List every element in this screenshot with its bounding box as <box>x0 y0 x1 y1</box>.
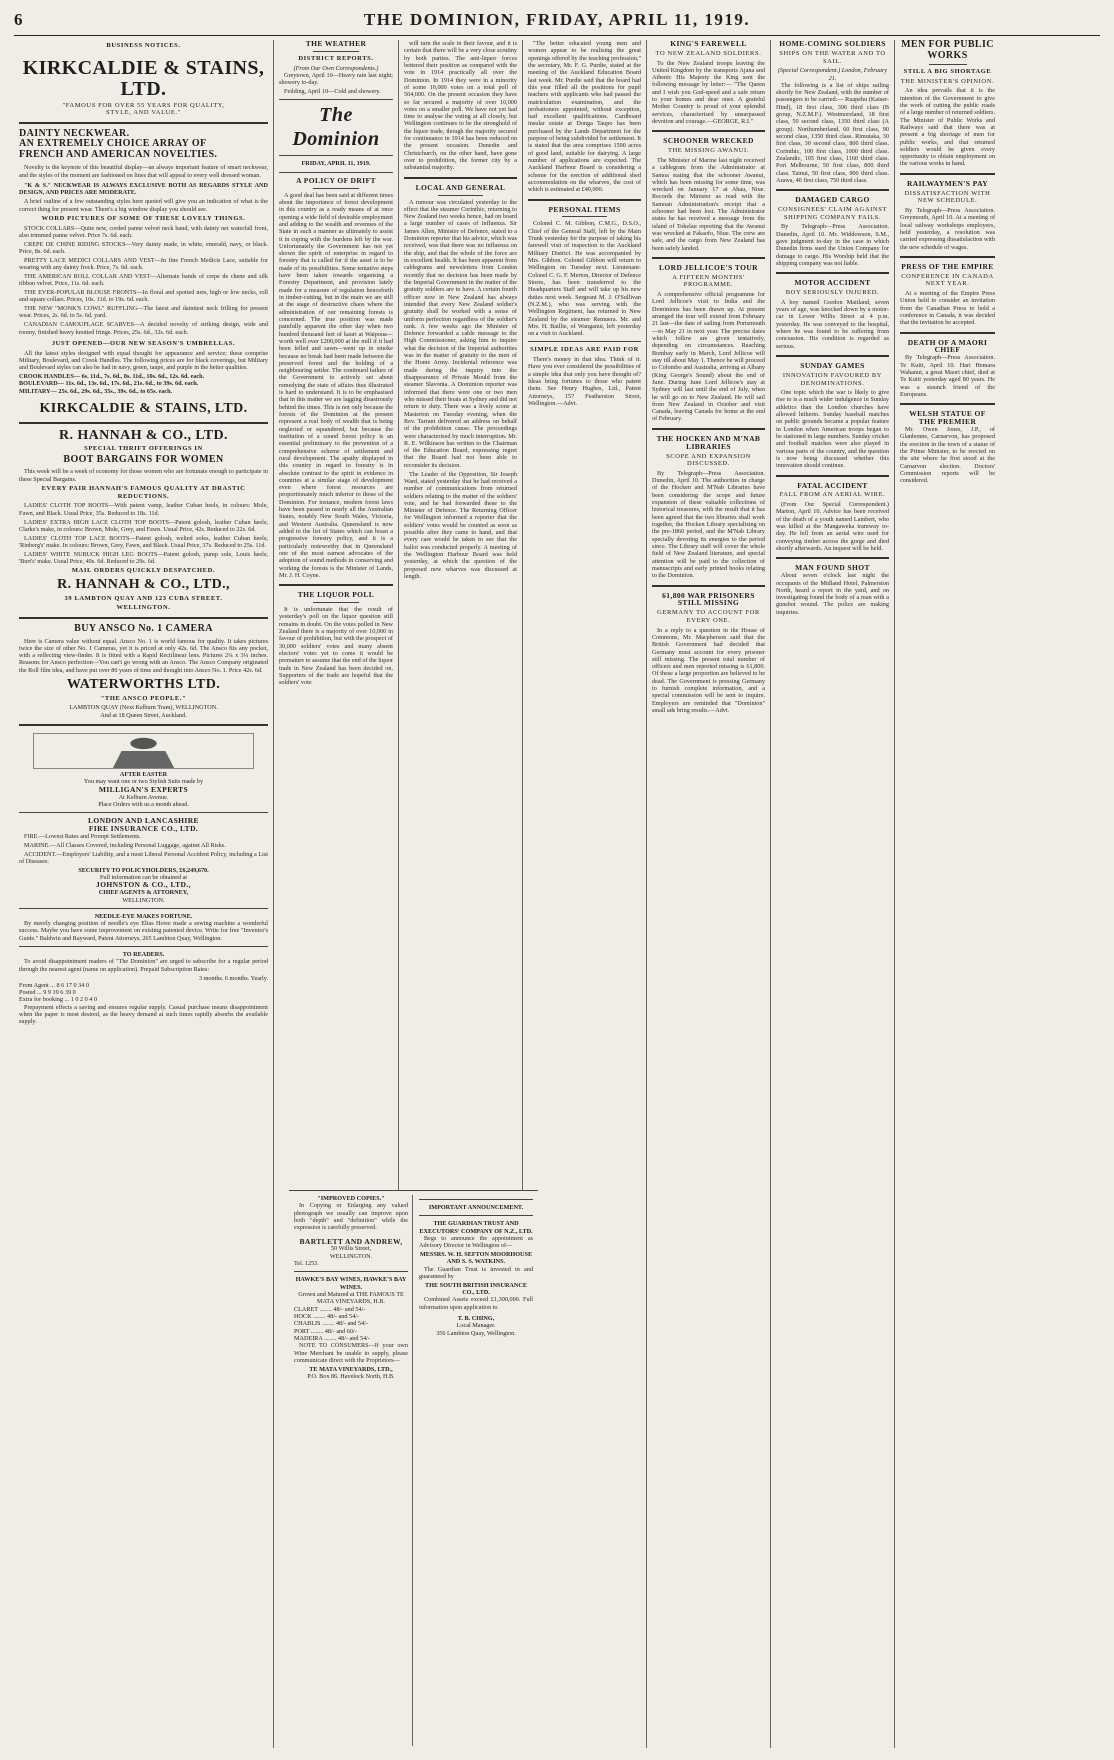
readers-body: To avoid disappointment readers of "The Dominion" are urged to subscribe for a regular period through the nearest agent (name on application). Prepaid Subscription Rates: <box>19 958 268 973</box>
damaged-sub: CONSIGNEES' CLAIM AGAINST SHIPPING COMPANY FAILS. <box>778 206 887 221</box>
waterworths-title: WATERWORTHS LTD. <box>66 677 221 693</box>
men-body: An idea prevails that it is the intention of the Government to give the work of cutting the public roads of a large number of returned soldiers. The Minister of Public Works and Railways said that there was at present a big shortage of men for public works, and that returned soldiers would be given every opportunity to obtain employment on the various works in hand. <box>900 87 995 168</box>
important-heading: IMPORTANT ANNOUNCEMENT. <box>428 1204 524 1211</box>
hocken-heading: THE HOCKEN AND M'NAB LIBRARIES <box>656 433 761 451</box>
homecoming-sub: SHIPS ON THE WATER AND TO SAIL. <box>779 49 886 65</box>
waterworths-address-2: And at 18 Queen Street, Auckland. <box>100 711 187 719</box>
portrait-illustration <box>33 733 254 769</box>
umbrella-body: All the latest styles designed with equal thought for appearance and service; these comprise Military, Boulevard, and Crook Handles. The following prices are for black coverings, but Military and Boulevard styles can also be had in navy, green, taupe, and purple in the better qualities. <box>19 349 268 372</box>
local-body: A rumour was circulated yesterday to the effect that the steamer Corinthic, returning to New Zealand two weeks hence, had on board a large number of cases of influenza. Sir James Allen, Minister of Defence, stated to a Dominion reporter that his advice, which was received, was that there was no influenza on the ship, and that the whole of the force are in excellent health. It has been apparent from cablegrams and newsletters from London recently that no decision has been made by the Imperial Government in the matter of the gratuity soldiers are to have. A certain fourth officer now in New Zealand has always intended that every New Zealand soldier's gratuity shall be worked with a sense of uniform perfection regardless of the soldier's rank. A few weeks ago the Minister of Defence forwarded a cable message to the High Commissioner, asking him to inquire what the decision of the Imperial authorities was in the matter of gratuity to the men of the Home Army. Incidental reference was made during the inquiry into the disappearance of Private Mould from the steamer Slavonia. A Dominion reporter was informed that there were one or two men who missed their boats at Sydney and did not return to duty. There was a lively scene at Masterton on Tuesday evening, when the Rev. Tarrant delivered an address on behalf of the prohibition cause. The proceedings were characterised by much interruption. Mr. R. E. Wilkinson has written to the Chairman of the Education Board, expressing regret that the Board had not been able to reconsider its decision. <box>404 198 517 469</box>
jellicoe-sub: A FIFTEEN MONTHS' PROGRAMME. <box>672 273 745 289</box>
hawkes-sub: Grown and Matured at THE FAMOUS TE MATA VINEYARDS, H.B. <box>298 1291 404 1306</box>
simple-body: There's money in that idea. Think of it. Have you ever considered the possibilities of a simple idea that only you have thought of? Ideas bring fortunes to those who patent them. See Henry Hughes, Ltd., Patent Attorneys, 157 Featherston Street, Wellington.—Advt. <box>528 356 641 407</box>
fatal-body: (From Our Special Correspondent.) Marton, April 10. Advice has been received of the death of a youth named Lambert, who was killed at the Mangaweka tramway to-day. He fell from an aerial wire used for conveying timber across the gorge and died shortly afterwards. An inquest will be held. <box>776 501 889 552</box>
guardian-trust: The Guardian Trust is invested in and guaranteed by <box>419 1265 533 1280</box>
sunday-body: One topic which the war is likely to give rise to is a much wider indulgence in Sunday athletics than the London churches have allowed hitherto. Sunday baseball matches on public grounds became a popular feature in London when American troops began to be stationed in large numbers. Sunday cricket and football matches were also played in various parts of the country, and the question is now being discussed whether this innovation should continue. <box>776 389 889 470</box>
homecoming-source: (Special Correspondent.) London, February 21. <box>777 67 888 82</box>
page-masthead <box>14 10 1100 36</box>
milligan-name: MILLIGAN'S EXPERTS <box>98 784 189 794</box>
hannah-item-3: LADIES' CLOTH TOP LACE BOOTS—Patent golosh, welted soles, leather Cuban heels; 'Rinberg's' make. In colours: Brown, Grey, Fawn, and Black. Usual Price, 37s. Reduced to 25s. 11d. <box>19 534 268 549</box>
pows-heading: 61,800 WAR PRISONERS STILL MISSING <box>662 590 755 608</box>
boulevard-prices: BOULEVARD— 11s. 6d., 13s. 6d., 17s. 6d., 21s. 6d., to 39s. 6d. each. <box>19 380 199 388</box>
wine-3: CHABLIS ........ 48/- and 54/- <box>294 1320 368 1328</box>
kirkcaldie-ad-title: KIRKCALDIE & STAINS, LTD. <box>22 56 265 100</box>
fatal-sub: FALL FROM AN AERIAL WIRE. <box>779 491 886 499</box>
wine-4: PORT ........ 48/- and 60/- <box>294 1327 357 1335</box>
milligan-orders: Place Orders with us a month ahead. <box>98 800 189 808</box>
readers-prepay: Prepayment effects a saving and ensures regular supply. Casual purchase means disappointment when the paper is most desired, as the heavy demand at such times rapidly absorbs the available supply. <box>19 1003 268 1026</box>
press-sub: CONFERENCE IN CANADA NEXT YEAR. <box>901 272 994 288</box>
columns <box>14 40 1100 1748</box>
south-assets: Combined Assets exceed £1,300,000. Full information upon application to <box>419 1296 533 1311</box>
homecoming-body: The following is a list of ships sailing shortly for New Zealand, with the number of passengers to be carried:— Ruapehu (Kaiser-Hind), 18 first class, 396 third class (B group, N.Z.M.F.). Westmoreland, 18 first class, 50 second class, 1350 third class (A group). Northumberland, 60 first class, 90 second class, 1350 third class. Rimutaka, 30 first class, 30 second class, 800 third class. Corinthic, 100 first class, 1000 third class. Zealandic, 105 first class, 1160 third class. Port Melbourne, 50 first class, 800 third class. Tainui, 50 first class, 900 third class. Arawa, 40 first class, 750 third class. <box>776 81 889 184</box>
hannah-boot: BOOT BARGAINS FOR WOMEN <box>63 453 224 465</box>
sunday-heading: SUNDAY GAMES <box>800 360 865 370</box>
railway-sub: DISSATISFACTION WITH NEW SCHEDULE. <box>904 189 991 205</box>
hawkes-heading: HAWKE'S BAY WINES, HAWKE'S BAY WINES. <box>295 1276 407 1291</box>
hannah-item-4: LADIES' WHITE NUBUCK HIGH LEG BOOTS—Patent golosh, pump sole, Louis heels; 'Burt's' make. Usual Price, 49s. 6d. Reduced to 29s. 6d. <box>19 550 268 566</box>
hannah-city: WELLINGTON. <box>116 604 171 612</box>
after-easter: AFTER EASTER <box>119 771 168 779</box>
bartlett-name: BARTLETT AND ANDREW, <box>299 1236 403 1246</box>
press-body: At a meeting of the Empire Press Union held to consider an invitation from the Canadian Press to hold a conference in Canada, it was decided that the invitation be accepted. <box>900 290 995 327</box>
kings-sub: TO NEW ZEALAND SOLDIERS. <box>655 49 762 57</box>
ks-brief: A brief outline of a few outstanding styles here quoted will give you an indication of what is the correct thing for present wear. There's a big window display you should see. <box>19 198 268 213</box>
bartlett-tel: Tel. 1253. <box>294 1260 319 1268</box>
bottom-ads-block <box>289 1190 538 1750</box>
motor-heading: MOTOR ACCIDENT <box>794 278 871 288</box>
rates-posted: Posted ... 9 9 19 6 39 0 <box>19 989 76 997</box>
item-7: CANADIAN CAMOUFLAGE SCARVES—A decided novelty of striking design, wide and roomy, finished heavy knotted fringe. Prices, 25s. 6d., 32s. 6d. each. <box>19 321 268 336</box>
column-personal <box>523 40 647 1748</box>
page-number: 6 <box>14 10 23 29</box>
local-heading: LOCAL AND GENERAL <box>415 182 506 192</box>
motor-sub: BOY SERIOUSLY INJURED. <box>785 289 880 297</box>
liquor-continued: will turn the scale in their favour, and it is certain that there will be a very close scrutiny by both parties. The anti-liquor forces bettered their position as compared with the vote in 1914 practically all over the Dominion. In 1914 they were in a minority of some 10,000 votes on a total poll of 504,000. On the present occasion they have so far secured a majority of over 10,000 votes on a smaller poll. We have not yet had time to analyse the voting at all closely, but Wellington continues to be the stronghold of the liquor trade, though the majority secured for continuance in 1914 has been reduced on the present occasion. Dunedin and Christchurch, on the other hand, have gone over to prohibition, the former city by a substantial majority. <box>404 40 517 172</box>
men-heading: MEN FOR PUBLIC WORKS <box>901 40 994 61</box>
item-6: THE NEW "MONK'S COWL" RUFFLING—The latest and daintiest neck frilling for present wear. Prices, 2s. 6d. to 5s. 6d. yard. <box>19 305 268 320</box>
word-pictures: WORD PICTURES OF SOME OF THESE LOVELY THINGS. <box>41 214 246 222</box>
milligan-line: You may want one or two Stylish Suits made by <box>83 778 204 786</box>
hannah-ad-title: R. HANNAH & CO., LTD. <box>59 427 228 443</box>
sunday-sub: INNOVATION FAVOURED BY DENOMINATIONS. <box>782 371 883 387</box>
guardian-body: Begs to announce the appointment as Advisory Director in Wellington of— <box>419 1234 533 1250</box>
maori-body: By Telegraph—Press Association. Te Kuiti, April 10. Hari Hemara Wahanui, a great Maori chief, died at Te Kuiti yesterday aged 80 years. He was a staunch friend of the Europeans. <box>900 354 995 398</box>
hannah-footer: R. HANNAH & CO., LTD., <box>57 577 230 593</box>
needle-body: By merely changing position of needle's eye Elias Howe made a sewing machine a wonderful success. Maybe you have some improvement on existing patented device. Write for free "Inventor's Guide." Baldwin and Rayward, Patent Attorneys, 265 Lambton Quay, Wellington. <box>19 920 268 942</box>
copies-body: In Copying or Enlarging any valued photograph we usually can improve upon both "depth" and "definition" while the expression is carefully preserved. <box>294 1202 408 1232</box>
jellicoe-body: A comprehensive official programme for Lord Jellicoe's visit to India and the Dominions has been drawn up. At present arranged the tour will extend from February 21 last—the date of sailing from Portsmouth—to May 21 in next year. The precise dates which follow are given tentatively, depending on circumstances. Reaching Bombay early in March, Lord Jellicoe will stay till about May 1. Thence he will proceed to Colombo and Australia, arriving at Albany (King George's Sound) about the end of June. During June Lord Jellicoe's stay at Sydney will last until the end of July, when he will go on to New Zealand. He will sail from New Zealand in October and visit Canada, leaving Canada for home at the end of February. <box>652 291 765 423</box>
hannah-item-1: LADIES' CLOTH TOP BOOTS—With patent vamp, leather Cuban heels, in colours: Mole, Fawn, and Black. Usual Price, 35s. Reduced to 18s. 11d. <box>19 502 268 517</box>
weather-source: (From Our Own Correspondents.) <box>293 64 379 72</box>
personal-body: Colonel C. M. Gibbon, C.M.G., D.S.O., Chief of the General Staff, left by the Main Trunk yesterday for the purpose of taking his farewell visit of inspection to the Auckland Military District. He was accompanied by Mrs. Gibbon. Colonel Gibbon will return to Wellington on Tuesday next. Lieutenant-Colonel C. G. F. Merton, Director of Defence Stores, has been transferred to the Headquarters Staff and will take up his new duties next week. Sergeant M. J. O'Sullivan (N.Z.M.), who was serving with the Wellington Regiment, has returned to New Zealand by the steamer Remuera. Mr. and Mrs. H. Baillie, of Wanganui, left yesterday on a visit to Auckland. <box>528 220 641 338</box>
paper-masthead: The Dominion <box>292 104 380 150</box>
hannah-body: This week will be a week of economy for those women who are fortunate enough to participate in these Special Bargains. <box>19 468 268 483</box>
motor-body: A boy named Gordon Maitland, seven years of age, was knocked down by a motor-car in Lower Willis Street at 4 p.m. yesterday. He was conveyed to the hospital, where he was found to be suffering from concussion. His condition is regarded as serious. <box>776 298 889 350</box>
column-public-works <box>895 40 1000 1748</box>
wine-2: HOCK ........ 48/- and 54/- <box>294 1312 359 1320</box>
schooner-heading: SCHOONER WRECKED <box>663 136 754 146</box>
jellicoe-heading: LORD JELLICOE'S TOUR <box>659 262 758 272</box>
lancashire-fire: FIRE.—Lowest Rates and Prompt Settlements. <box>24 832 141 840</box>
lancashire-subtitle: FIRE INSURANCE CO., LTD. <box>88 824 199 834</box>
johnston-chief: CHIEF AGENTS & ATTORNEY, <box>98 889 189 897</box>
ansco-body: Here is Camera value without equal. Ansco No. 1 is world famous for quality. It takes pictures twice the size of other No. 1 Cameras, yet it is priced at only 42s. 6d. The Ansco fits any pocket, with a reflecting view-finder. It is fitted with a Rapid Rectilinear lens. Pictures 2¼ x 3¼ inches. Reasons for Ansco perfection—You can't go wrong with an Ansco. The Ansco Company originated the Roll film idea, and have put over 80 years of time and thought into Ansco No. 1. Price 42s. 6d. <box>19 637 268 674</box>
hannah-address: 39 LAMBTON QUAY AND 123 CUBA STREET. <box>64 594 223 602</box>
ching-name: T. B. CHING, <box>457 1315 495 1323</box>
item-2: CREPE DE CHINE RIDING STOCKS—Very dainty made, in white, emerald, navy, or black. Price, 8s. 6d. each. <box>19 240 268 255</box>
section-heading: BUSINESS NOTICES. <box>106 42 181 49</box>
hocken-sub: SCOPE AND EXPANSION DISCUSSED. <box>666 452 751 468</box>
kings-body: To the New Zealand troops leaving the United Kingdom by the transports Ajana and Athenic His Majesty the King sent the following message by letter:— "The Queen and I wish you God-speed and a safe return to your homes and dear ones. A grateful Mother Country is proud of your splendid services, characterised by unsurpassed devotion and courage.—GEORGE, R.I." <box>652 59 765 126</box>
item-4: THE AMERICAN ROLL COLLAR AND VEST—Alternate bands of crepe de chene and silk ribbon velvet. Price, 11s. 6d. each. <box>19 272 268 288</box>
guardian-name: MESSRS. W. H. SEFTON MOORHOUSE AND S. S. WATKINS. <box>419 1251 533 1266</box>
column-news <box>647 40 771 1748</box>
dainty-heading: DAINTY NECKWEAR. <box>19 127 130 139</box>
te-mata-address: P.O. Box 86. Havelock North, H.B. <box>307 1372 395 1380</box>
item-1: STOCK COLLARS—Quite new, corded panne velvet neck band, with dainty net waterfall front, also trimmed panne velvet. Price 7s. 6d. each. <box>19 224 268 239</box>
waterworths-tagline: "THE ANSCO PEOPLE." <box>100 694 187 702</box>
readers-heading: TO READERS. <box>122 951 165 959</box>
damaged-heading: DAMAGED CARGO <box>795 195 870 205</box>
col4-body: "The better educated young men and women appear to be realising the great openings offered by the teaching profession," the secretary, Mr. F. G. Purdie, stated at the meeting of the Auckland Education Board last week. Mr. Purdie said that the board had this year filled all the positions for pupil teachers with applicants who had passed the matriculation examination, and the probationers appointed, without exception, had excellent qualifications. Cardboard insular estate at Donga Taupo has been purchased by the Lands Department for the purpose of being subdivided for settlement. It is stated that the area comprises 1500 acres of good land, suitable for dairying. A large number of applications are expected. The Auckland Harbour Board is considering a scheme for the erection of additional shed accommodation on the wharves, the cost of which is estimated at £40,000. <box>528 40 641 194</box>
ks-note: "K & S." NECKWEAR IS ALWAYS EXCLUSIVE BOTH AS REGARDS STYLE AND DESIGN, AND PRICES ARE MODERATE. <box>19 182 268 197</box>
bottom-ads-right <box>419 1195 533 1746</box>
col1-bottom-ads <box>19 731 268 1027</box>
personal-heading: PERSONAL ITEMS <box>548 204 621 214</box>
military-prices: MILITARY— 25s. 6d., 29s. 6d., 35s., 39s. 6d., to 65s. each. <box>19 387 173 395</box>
wine-1: CLARET ........ 48/- and 54/- <box>294 1305 366 1313</box>
liquor-body: It is unfortunate that the result of yesterday's poll on the liquor question still remains in doubt. On the votes polled in New Zealand there is a majority of over 10,000 in favour of prohibition, but with the prospect of 30,000 soldiers' votes and many absent electors' votes yet to come it would be premature to assume that the end of the liquor trade in New Zealand has been decided on. Supporters of the trade are hopeful that the soldiers' vote <box>279 606 393 687</box>
maori-heading: DEATH OF A MAORI CHIEF <box>907 337 988 355</box>
bartlett-address: 50 Willis Street, <box>330 1245 372 1253</box>
editorial-date: FRIDAY, APRIL 11, 1919. <box>301 160 371 168</box>
te-mata-name: TE MATA VINEYARDS, LTD., <box>309 1365 393 1373</box>
liquor-heading: THE LIQUOR POLL <box>297 590 375 600</box>
shot-heading: MAN FOUND SHOT <box>795 563 870 573</box>
column-business-notices <box>14 40 274 1748</box>
lancashire-accident: ACCIDENT.—Employers' Liability, and a most Liberal Personal Accident Policy, including a List of Diseases. <box>19 850 268 865</box>
hannah-every: EVERY PAIR HANNAH'S FAMOUS QUALITY AT DRASTIC REDUCTIONS. <box>41 485 246 500</box>
shot-body: About seven o'clock last night the occupants of the Midland Hotel, Palmerston North, heard a report in the yard, and on investigating found the body of a man with a gunshot wound. The police are making inquiries. <box>776 572 889 616</box>
bartlett-city: WELLINGTON. <box>329 1252 373 1260</box>
umbrella-heading: JUST OPENED—OUR NEW SEASON'S UMBRELLAS. <box>51 339 236 347</box>
crook-prices: CROOK HANDLES— 6s. 11d., 7s. 6d., 8s. 11d., 10s. 6d., 12s. 6d. each. <box>19 372 205 380</box>
schooner-body: The Minister of Marine last night received a cablegram from the Administrator at Samoa stating that the schooner Awanui, which has been missing for some time, was wrecked on January 17 at Ahau, Niue. Records the Minister as read with the Samoan Administration's receipt that a schooner had been lost. The Administrator states he has received a message from the island of Tokelau reporting that the Awanui was wrecked at Fakaofo, Niue. The crew are safe, and the cargo from New Zealand has been safely landed. <box>652 156 765 252</box>
schooner-sub: THE MISSING AWANUI. <box>667 147 750 155</box>
lancashire-full: Full information can be obtained at <box>99 874 188 881</box>
waterworths-address: LAMBTON QUAY (Next Kelburn Tram), WELLINGTON. <box>69 704 218 712</box>
men-sub-2: THE MINISTER'S OPINION. <box>900 77 995 85</box>
hannah-item-2: LADIES' EXTRA HIGH LACE CLOTH TOP BOOTS—Patent golosh, leather Cuban heels; Clarke's make, in colours: Brown, Mole, Grey, and Fawn. Usual Price, 42s. Reduced to 22s. 6d. <box>19 518 268 533</box>
kings-heading: KING'S FAREWELL <box>670 40 747 48</box>
ching-address: 356 Lambton Quay, Wellington. <box>436 1329 516 1337</box>
dainty-subheading-2: FRENCH AND AMERICAN NOVELTIES. <box>19 148 218 160</box>
railway-heading: RAILWAYMEN'S PAY <box>906 178 989 188</box>
rates-extra: Extra for booking ... 1 0 2 0 4 0 <box>19 996 98 1004</box>
pows-body: In a reply to a question in the House of Commons, Mr. Macpherson said that the British Government had decided that Germany must account for every prisoner still missing. The present total number of officers and men reported missing is 61,800. Of these a large proportion are believed to be dead. The Government is pressing Germany to furnish complete information, and a special commission will be sent to inquire. Employers are reminded that "Dominion" small ads bring results.—Advt. <box>652 626 765 714</box>
local-body-2: The Leader of the Opposition, Sir Joseph Ward, stated yesterday that he had received a number of communications from returned soldiers relating to the matter of the soldiers' vote, and he had forwarded these to the Minister of Defence. The Returning Officer for Wellington informed a reporter that the soldiers' votes would be counted as soon as possible after they came to hand, and that every care would be taken to see that the ballot was conducted properly. A meeting of the Wellington Harbour Board was held yesterday, at which the question of the proposed new wharves was discussed at length. <box>404 470 517 580</box>
weather-feilding: Feilding, April 10—Cold and showery. <box>284 87 381 95</box>
lancashire-security: SECURITY TO POLICYHOLDERS, £6,249,670. <box>78 866 209 874</box>
weather-greytown: Greytown, April 10—Heavy rain last night; showery to-day. <box>279 71 393 87</box>
milligan-address: At Kelburn Avenue. <box>118 793 169 801</box>
policy-body: A good deal has been said at different times about the importance of forest development in this country as a ready means of at once opening a wide field of desirable employment and adding to the wealth and revenues of the State in such a manner as ultimately to assist it in coping with the burdens left by the war. Unfortunately the Government has not yet shown the spirit of enterprise in regard to forestry that is called for if the asset is to be made of its possibilities. Some tentative steps have been taken towards organising a Forestry Department, and provision lately made for a measure of regulation henceforth in timber-cutting, but in the main we are still at the stage of destructive chaos where the administration of our remaining forests is concerned. The true position was made painfully apparent the other day when two hundred thousand feet of kauri at Waipoua—worth well over £200,000 at the mill if it had been felled and sawn—went up in smoke because no break had been made between the preserved forest and the holding of a neighbouring settler. The continued failure of the Government to actively set about remedying the state of affairs thus illustrated is hard to understand. It is to be emphasised that in this matter we are lagging disastrously behind the times. This is not only because the forests of the Dominion at the present represent a real body of wealth that is being neglected or squandered, but because the institution of a sound forest policy is an essential preliminary to the prevention of a comprehensive scheme of settlement and rural development. The apathy displayed in this country in regard to forestry is in absolute contrast to the spirit in evidence in countries at a similar stage of development even where forest resources are proportionately much inferior to those of the Dominion. For instance, modern forest laws have been passed in nearly all the Australian States, notably New South Wales, Victoria, and Western Australia. Queensland is now added to the list of States which can boast a progressive forestry policy, and it is a particularly noteworthy that in Queensland one of the most earnest advocates of the adoption of sound methods in conserving and working the forests is the Minister of Lands, Mr. J. H. Coyne. <box>279 191 393 579</box>
wine-5: MADEIRA ........ 48/- and 54/- <box>294 1334 370 1342</box>
lancashire-marine: MARINE.—All Classes Covered, including Personal Luggage, against All Risks. <box>24 841 226 849</box>
dainty-body: Novelty is the keynote of this beautiful display—an always important feature of smart neckwear, and the styles of the moment are fashioned on lines that will appeal to every well dressed woman. <box>19 164 268 179</box>
item-3: PRETTY LACE MEDICI COLLARS AND VEST—In fine French Medicis Lace, suitable for wearing with any dainty frock. Price, 7s. 6d. each. <box>19 256 268 272</box>
ansco-heading: BUY ANSCO No. 1 CAMERA <box>74 623 213 635</box>
homecoming-heading: HOME-COMING SOLDIERS <box>779 40 886 48</box>
guardian-heading: THE GUARDIAN TRUST AND EXECUTORS' COMPANY OF N.Z., LTD. <box>419 1220 533 1235</box>
fatal-heading: FATAL ACCIDENT <box>797 480 868 490</box>
kirkcaldie-tagline: "FAMOUS FOR OVER 55 YEARS FOR QUALITY, STYLE, AND VALUE." <box>62 101 225 117</box>
johnston-city: WELLINGTON. <box>122 896 165 904</box>
needle-heading: NEEDLE-EYE MAKES FORTUNE. <box>94 912 193 920</box>
bottom-ads-left <box>294 1195 413 1746</box>
dainty-subheading: AN EXTREMELY CHOICE ARRAY OF <box>19 138 207 150</box>
newspaper-title: THE DOMINION, FRIDAY, APRIL 11, 1919. <box>363 10 751 29</box>
wine-note: NOTE TO CONSUMERS—If your own Wine Merchant be unable to supply, please communicate direct with the Proprietors— <box>294 1342 408 1364</box>
weather-sub: DISTRICT REPORTS. <box>298 54 374 62</box>
south-british: THE SOUTH BRITISH INSURANCE CO., LTD. <box>425 1281 527 1297</box>
damaged-body: By Telegraph—Press Association. Dunedin, April 10. Mr. Widdowson, S.M., gave judgment to-day in the case in which Dunedin firms sued the Union Company for damage to cargo. His Worship held that the shipping company was not liable. <box>776 223 889 267</box>
column-home-coming <box>771 40 895 1748</box>
kirkcaldie-footer: KIRKCALDIE & STAINS, LTD. <box>39 400 248 416</box>
pows-sub: GERMANY TO ACCOUNT FOR EVERY ONE. <box>657 609 760 624</box>
item-5: THE EVER-POPULAR BLOUSE FRONTS—In floral and spotted nets, high or low necks, roll and square collars. Prices, 10s. 11d. to 19s. 6d. each. <box>19 289 268 304</box>
simple-heading: SIMPLE IDEAS ARE PAID FOR <box>530 346 639 354</box>
figure-icon <box>34 734 253 768</box>
hocken-body: By Telegraph—Press Association. Dunedin, April 10. The authorities in charge of the Hocken and M'Nab Libraries have been considering the scope and future expansion of these valuable collections of historical treasures, with the result that it has been agreed that the two libraries shall work together, the Hocken Library specialising on the pre-1860 period, and the M'Nab Library specially devoting its energies to the period since. The Library staff will cover the whole field of New Zealand literature, and special attention will be paid to the collection of manuscripts and early printed books relating to the Dominion. <box>652 469 765 580</box>
railway-body: By Telegraph—Press Association. Greymouth, April 10. At a meeting of local railway workshops employees, held yesterday, a resolution was carried expressing dissatisfaction with the new schedule of wages. <box>900 206 995 251</box>
welsh-heading: WELSH STATUE OF THE PREMIER <box>909 409 986 427</box>
copies-heading: "IMPROVED COPIES." <box>317 1195 385 1202</box>
policy-heading: A POLICY OF DRIFT <box>296 175 376 185</box>
men-sub: STILL A BIG SHORTAGE <box>903 68 992 75</box>
hannah-mail: MAIL ORDERS QUICKLY DESPATCHED. <box>71 567 216 575</box>
weather-heading: THE WEATHER <box>305 40 367 48</box>
lancashire-title: LONDON AND LANCASHIRE <box>88 816 199 826</box>
ching-role: Local Manager. <box>456 1322 496 1330</box>
rates-header: 3 months. 6 months. Yearly. <box>198 974 268 982</box>
welsh-body: Mr. Owen Jones, J.P., of Glanhonne, Carnarvon, has proposed the erection in the town of a statue of the Prime Minister, to be erected on the site where he first stood at the Carnarvon election. Doctors' Commission reports will be considered. <box>900 425 995 485</box>
rates-agent: From Agent ... 8 6 17 0 34 0 <box>19 981 89 989</box>
hannah-special: SPECIAL THRIFT OFFERINGS IN <box>84 445 203 453</box>
johnston-name: JOHNSTON & CO., LTD., <box>96 880 191 890</box>
press-heading: PRESS OF THE EMPIRE <box>901 261 994 271</box>
